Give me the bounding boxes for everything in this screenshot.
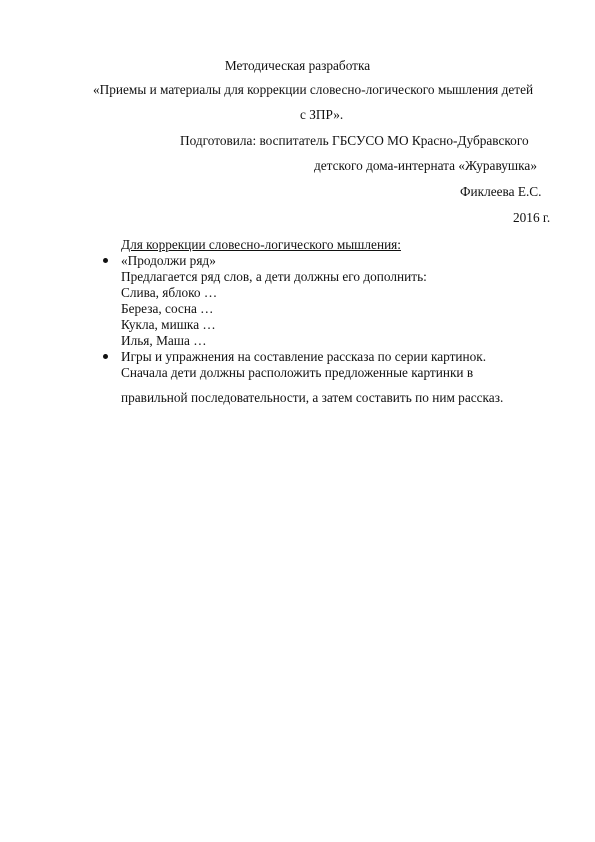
word-series-example: Береза, сосна … [121,301,214,316]
author-position: Подготовила: воспитатель ГБСУСО МО Красно-Дубравского [180,133,529,148]
author-name: Фиклеева Е.С. [460,184,542,199]
list-item [103,253,573,349]
section-title: Для коррекции словесно-логического мышления: [121,237,401,252]
document-year: 2016 г. [513,210,551,225]
word-series-example: Слива, яблоко … [121,285,218,300]
word-series-example: Кукла, мишка … [121,317,216,332]
author-institution: детского дома-интерната «Журавушка» [314,158,537,173]
exercise-name: Игры и упражнения на составление рассказа по серии картинок. [121,349,487,364]
doc-title-line1: «Приемы и материалы для коррекции словесно-логического мышления детей [93,82,534,97]
doc-type-heading: Методическая разработка [224,58,371,73]
exercise-list [103,253,573,406]
exercise-description: Сначала дети должны расположить предложенные картинки в [121,365,474,380]
exercise-description: Предлагается ряд слов, а дети должны его дополнить: [121,269,427,284]
bullet-icon [103,258,108,263]
bullet-icon [103,354,108,359]
doc-title-line2: с ЗПР». [300,107,344,122]
list-item [103,349,573,406]
word-series-example: Илья, Маша … [121,333,207,348]
exercise-name: «Продолжи ряд» [121,253,216,268]
exercise-description: правильной последовательности, а затем составить по ним рассказ. [121,390,504,405]
